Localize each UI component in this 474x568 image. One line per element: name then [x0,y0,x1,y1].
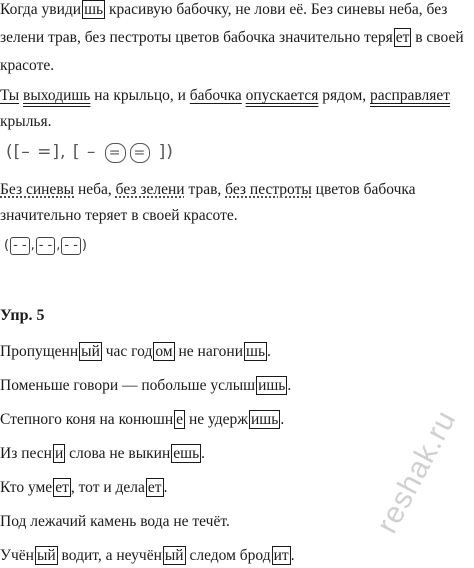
ending-box: шь [246,343,266,360]
text-line-7: значительно теряет в своей красоте. [0,207,238,224]
scheme-box: - - [36,237,56,255]
text-fragment: Кто уме [0,479,53,496]
text-fragment: Поменьше говори — побольше услыш [0,377,256,394]
text-fragment: рядом, [318,87,370,104]
text-fragment: . [201,445,206,462]
sentence-scheme-1 [6,142,474,163]
text-line-1 [0,0,474,20]
ending-box: ет [147,479,162,496]
exercise-heading: Упр. 5 [0,307,45,324]
text-fragment: Когда увиди [0,1,82,18]
text-fragment: на крыльцо, и [90,87,190,104]
proverb-2 [0,376,474,396]
subject-word: бабочка [189,87,242,104]
predicate-word: расправляет [370,87,451,104]
scheme-fragment: , [30,238,35,253]
ending-box: ит [273,547,289,564]
text-fragment: . [287,377,292,394]
ending-box: ишь [251,411,279,428]
scheme-fragment: ( [4,238,10,253]
text-fragment: слова не выкин [65,445,171,462]
adverbial-phrase: Без синевы [0,181,75,198]
ending-box: ый [81,343,100,360]
adverbial-phrase: без пестроты [225,181,312,198]
scheme-fragment: ]) [152,142,174,162]
text-fragment: . [267,343,271,360]
text-line-3: красоте. [0,57,55,74]
text-fragment: не удерж [185,411,248,428]
ending-box: шь [84,1,104,18]
text-fragment: цветов бабочка [311,181,416,198]
proverb-3 [0,410,474,430]
text-fragment: Степного коня на конюшн [0,411,174,428]
text-fragment: . [280,411,285,428]
ending-box: ый [164,547,184,564]
watermark: reshak.ru [370,404,463,539]
ending-box: ый [36,547,56,564]
text-fragment: час год [101,343,153,360]
text-fragment: неба, [74,181,116,198]
subject-word: Ты [0,87,20,104]
text-fragment: . [290,547,295,564]
text-fragment: Из песн [0,445,52,462]
scheme-fragment: ([– =], [ – [6,142,103,162]
text-line-6 [0,180,474,200]
adverbial-phrase: без зелени [115,181,185,198]
predicate-word: выходишь [23,87,91,104]
scheme-box: - - [61,237,81,255]
text-fragment: . [163,479,168,496]
text-fragment: в своей [411,29,464,46]
text-line-4 [0,86,474,106]
scheme-fragment: ) [81,238,87,253]
ending-box: ешь [173,445,200,462]
proverb-7 [0,546,474,566]
scheme-circle: = [130,143,151,163]
ending-box: е [176,411,184,428]
predicate-word: опускается [245,87,319,104]
text-fragment: трав, [184,181,226,198]
text-fragment: красивую бабочку, не лови её. Без синевы неба, без [105,1,448,18]
text-fragment: Пропущенн [0,343,79,360]
scheme-box: - - [10,237,30,255]
text-fragment: , тот и дела [70,479,145,496]
text-fragment: зелени трав, без пестроты цветов бабочка значительно теря [0,29,393,46]
ending-box: ишь [258,377,286,394]
text-line-2 [0,28,474,48]
proverb-1 [0,342,474,362]
scheme-circle: = [105,143,126,163]
text-fragment: не нагони [174,343,244,360]
scheme-fragment: , [56,238,61,253]
ending-box: ет [55,479,69,496]
ending-box: ет [395,29,410,46]
text-fragment: следом брод [185,547,271,564]
text-line-5: крылья. [0,113,52,130]
ending-box: и [54,445,64,462]
sentence-scheme-2 [4,236,474,256]
ending-box: ом [155,343,173,360]
text-fragment: водит, а неучён [57,547,162,564]
text-fragment: Учён [0,547,34,564]
proverb-6: Под лежачий камень вода не течёт. [0,513,230,530]
